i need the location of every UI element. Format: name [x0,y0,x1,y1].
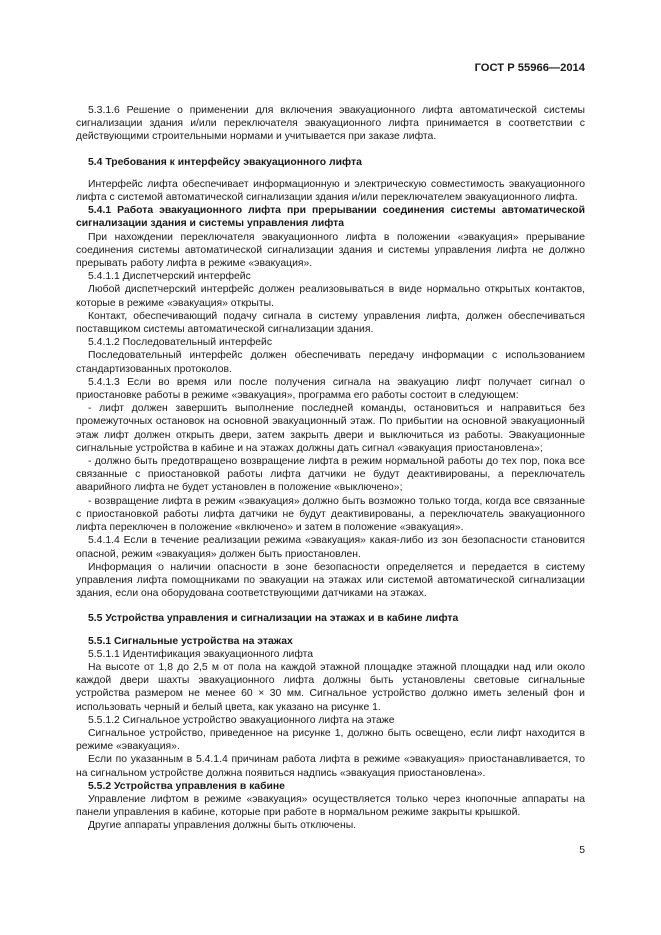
paragraph: Другие аппараты управления должны быть отключены. [88,820,357,832]
paragraph: Если по указанным в 5.4.1.4 причинам работа лифта в режиме «эвакуация» приостанавливается, то на сигнальном устройстве должна появиться надпись «эвакуация приостановлена». [76,754,585,779]
subsection-title-5-5-1-1: 5.5.1.1 Идентификация эвакуационного лифта [88,648,314,660]
paragraph: Информация о наличии опасности в зоне безопасности определяется и передается в систему управления лифта помощниками по эвакуации на этажах или системой автоматической сигнализации здания, если она оборудована соответствующими датчиками на этажах. [76,561,585,600]
paragraph: Любой диспетчерский интерфейс должен реализовываться в виде нормально открытых контактов, которые в режиме «эвакуация» открыты. [76,284,585,309]
paragraph-5-4-1-3: 5.4.1.3 Если во время или после получения сигнала на эвакуацию лифт получает сигнал о приостановке работы в режиме «эвакуация», программа его работы состоит в следующем: [76,376,585,402]
standard-header: ГОСТ Р 55966—2014 [474,62,585,74]
page-number: 5 [579,845,585,856]
paragraph: Последовательный интерфейс должен обеспечивать передачу информации с использованием стандартизованных протоколов. [76,350,585,375]
document-body [76,104,585,833]
paragraph-5-4-1-4: 5.4.1.4 Если в течение реализации режима «эвакуация» какая-либо из зон безопасности становится опасной, режим «эвакуация» должен быть приостановлен. [76,535,585,560]
list-item: - возвращение лифта в режим «эвакуация» должно быть возможно только тогда, когда все связанные с приостановкой работы лифта датчики не будут деактивированы, а переключатель эвакуационного лифта переключен в положение «включено» и затем в положение «эвакуация». [76,495,585,534]
subsection-title-5-5-1-2: 5.5.1.2 Сигнальное устройство эвакуационного лифта на этаже [88,714,395,726]
section-heading-5-5-1: 5.5.1 Сигнальные устройства на этажах [88,635,293,647]
section-heading-5-4-1: 5.4.1 Работа эвакуационного лифта при прерывании соединения системы автоматической сигнализации здания и системы управления лифта [76,205,585,230]
subsection-title-5-4-1-1: 5.4.1.1 Диспетчерский интерфейс [88,271,251,283]
paragraph: Контакт, обеспечивающий подачу сигнала в систему управления лифта, должен обеспечиваться поставщиком системы автоматической сигнализации здания. [76,310,585,336]
paragraph: Сигнальное устройство, приведенное на рисунке 1, должно быть освещено, если лифт находится в режиме «эвакуация». [76,727,585,753]
paragraph: При нахождении переключателя эвакуационного лифта в положении «эвакуация» прерывание соединения системы автоматической сигнализации здания и системы управления лифта не должно прерывать работу лифта в режиме «эвакуация». [76,231,585,270]
subsection-title-5-4-1-2: 5.4.1.2 Последовательный интерфейс [88,337,273,349]
paragraph: Управление лифтом в режиме «эвакуация» осуществляется только через кнопочные аппараты на панели управления в кабине, которые при работе в нормальном режиме закрыты крышкой. [76,793,585,819]
paragraph-5-3-1-6: 5.3.1.6 Решение о применении для включения эвакуационного лифта автоматической системы сигнализации здания и/или переключателя эвакуационного лифта принимается в соответствии с действующими строительными нормами и учитывается при заказе лифта. [76,105,585,143]
list-item: - должно быть предотвращено возвращение лифта в режим нормальной работы до тех пор, пока все связанные с приостановкой работы лифта датчики не будут деактивированы, а переключатель аварийного лифта не будет установлен в положение «выключено»; [76,456,585,494]
paragraph: Интерфейс лифта обеспечивает информационную и электрическую совместимость эвакуационного лифта с системой автоматической сигнализации здания и/или переключателем эвакуационного лифта. [76,178,585,204]
section-heading-5-4: 5.4 Требования к интерфейсу эвакуационного лифта [88,156,362,168]
paragraph: На высоте от 1,8 до 2,5 м от пола на каждой этажной площадке этажной площадки над или около каждой двери шахты эвакуационного лифта должны быть установлены световые сигнальные устройства размером не менее 60 × 30 мм. Сигнальное устройство должно иметь зеленый фон и использовать черный и белый цвета, как указано на рисунке 1. [76,661,585,713]
section-heading-5-5-2: 5.5.2 Устройства управления в кабине [88,780,285,792]
section-heading-5-5: 5.5 Устройства управления и сигнализации на этажах и в кабине лифта [88,613,459,625]
list-item: - лифт должен завершить выполнение последней команды, остановиться и направиться без промежуточных остановок на основной эвакуационный этаж. По прибытии на основной эвакуационный этаж лифт должен открыть двери, затем закрыть двери и выключиться из работы. Эвакуационные сигнальные устройства в кабине и на этажах должны дать сигнал «эвакуация приостановлена»; [76,403,585,454]
